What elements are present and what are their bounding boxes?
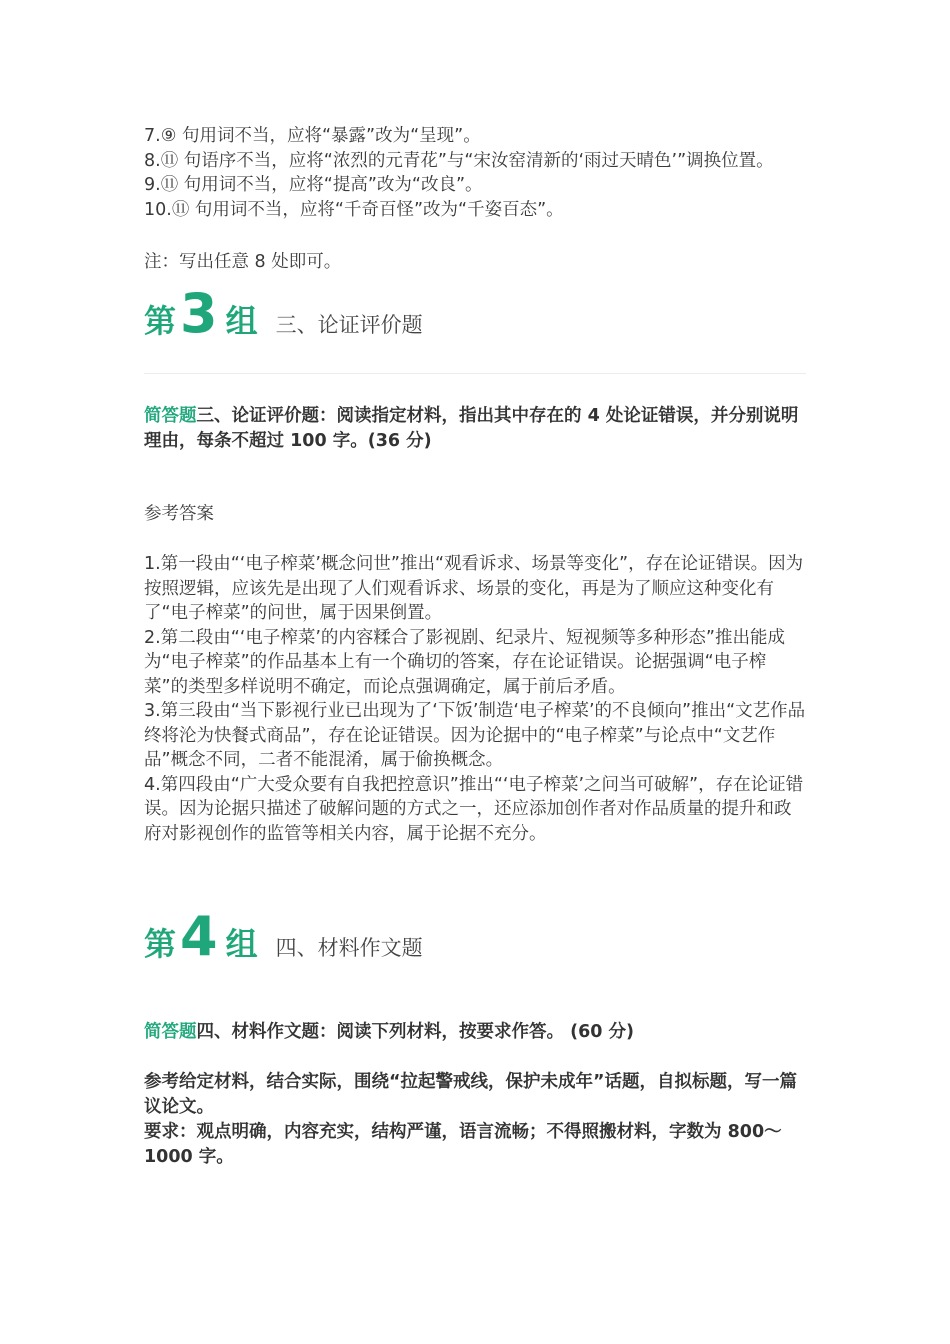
group4-requirement: 要求：观点明确，内容充实，结构严谨，语言流畅；不得照搬材料，字数为 800～1000 字。 xyxy=(144,1122,782,1167)
answer-paragraph: 1.第一段由“‘电子榨菜’概念问世”推出“观看诉求、场景等变化”，存在论证错误。因为按照逻辑，应该先是出现了人们观看诉求、场景的变化，再是为了顺应这种变化有了“电子榨菜”的问世，属于因果倒置。 xyxy=(144,554,804,623)
group3-answers xyxy=(144,552,806,846)
answer-paragraph: 4.第四段由“广大受众要有自我把控意识”推出“‘电子榨菜’之问当可破解”，存在论证错误。因为论据只描述了破解问题的方式之一，还应添加创作者对作品质量的提升和政府对影视创作的监管等相关内容，属于论据不充分。 xyxy=(144,774,804,844)
group4-reference xyxy=(144,1070,806,1170)
answer-item: 9.⑪ 句用词不当，应将“提高”改为“改良”。 xyxy=(144,175,483,195)
answer-paragraph: 2.第二段由“‘电子榨菜’的内容糅合了影视剧、纪录片、短视频等多种形态”推出能成为“电子榨菜”的作品基本上有一个确切的答案，存在论证错误。论据强调“电子榨菜”的类型多样说明不确定，而论点强调确定，属于前后矛盾。 xyxy=(144,627,785,697)
group3-number: 3 xyxy=(180,282,218,345)
group4-di: 第 xyxy=(144,925,177,963)
group3-di: 第 xyxy=(144,302,177,340)
group3-title: 三、论证评价题 xyxy=(275,313,423,337)
divider xyxy=(144,373,806,374)
answer-item: 7.⑨ 句用词不当，应将“暴露”改为“呈现”。 xyxy=(144,126,481,146)
group4-question-text: 四、材料作文题：阅读下列材料，按要求作答。 (60 分) xyxy=(196,1022,635,1042)
group4-question xyxy=(144,1020,806,1045)
answer-list-top xyxy=(144,124,806,222)
answer-item: 10.⑪ 句用词不当，应将“千奇百怪”改为“千姿百态”。 xyxy=(144,199,564,220)
reference-answer-label: 参考答案 xyxy=(144,504,214,524)
group4-zu: 组 xyxy=(225,925,258,963)
group3-question xyxy=(144,404,806,454)
group4-reference-text: 参考给定材料，结合实际，围绕“拉起警戒线，保护未成年”话题，自拟标题，写一篇议论文。 xyxy=(144,1072,798,1117)
answer-paragraph: 3.第三段由“当下影视行业已出现为了‘下饭’制造‘电子榨菜’的不良倾向”推出“文艺作品终将沦为快餐式商品”，存在论证错误。因为论据中的“电子榨菜”与论点中“文艺作品”概念不同，二者不能混淆，属于偷换概念。 xyxy=(144,701,806,770)
group3-zu: 组 xyxy=(225,302,258,340)
group4-number: 4 xyxy=(180,905,218,968)
note: 注：写出任意 8 处即可。 xyxy=(144,252,342,272)
group3-question-text: 三、论证评价题：阅读指定材料，指出其中存在的 4 处论证错误，并分别说明理由，每条不超过 100 字。(36 分) xyxy=(144,406,799,451)
group4-title: 四、材料作文题 xyxy=(275,936,423,960)
group4-heading xyxy=(144,905,423,968)
group3-heading xyxy=(144,282,423,345)
question-type-tag: 简答题 xyxy=(144,406,197,426)
answer-item: 8.⑪ 句语序不当，应将“浓烈的元青花”与“宋汝窑清新的‘雨过天晴色’”调换位置。 xyxy=(144,150,774,171)
question-type-tag: 简答题 xyxy=(144,1022,197,1042)
